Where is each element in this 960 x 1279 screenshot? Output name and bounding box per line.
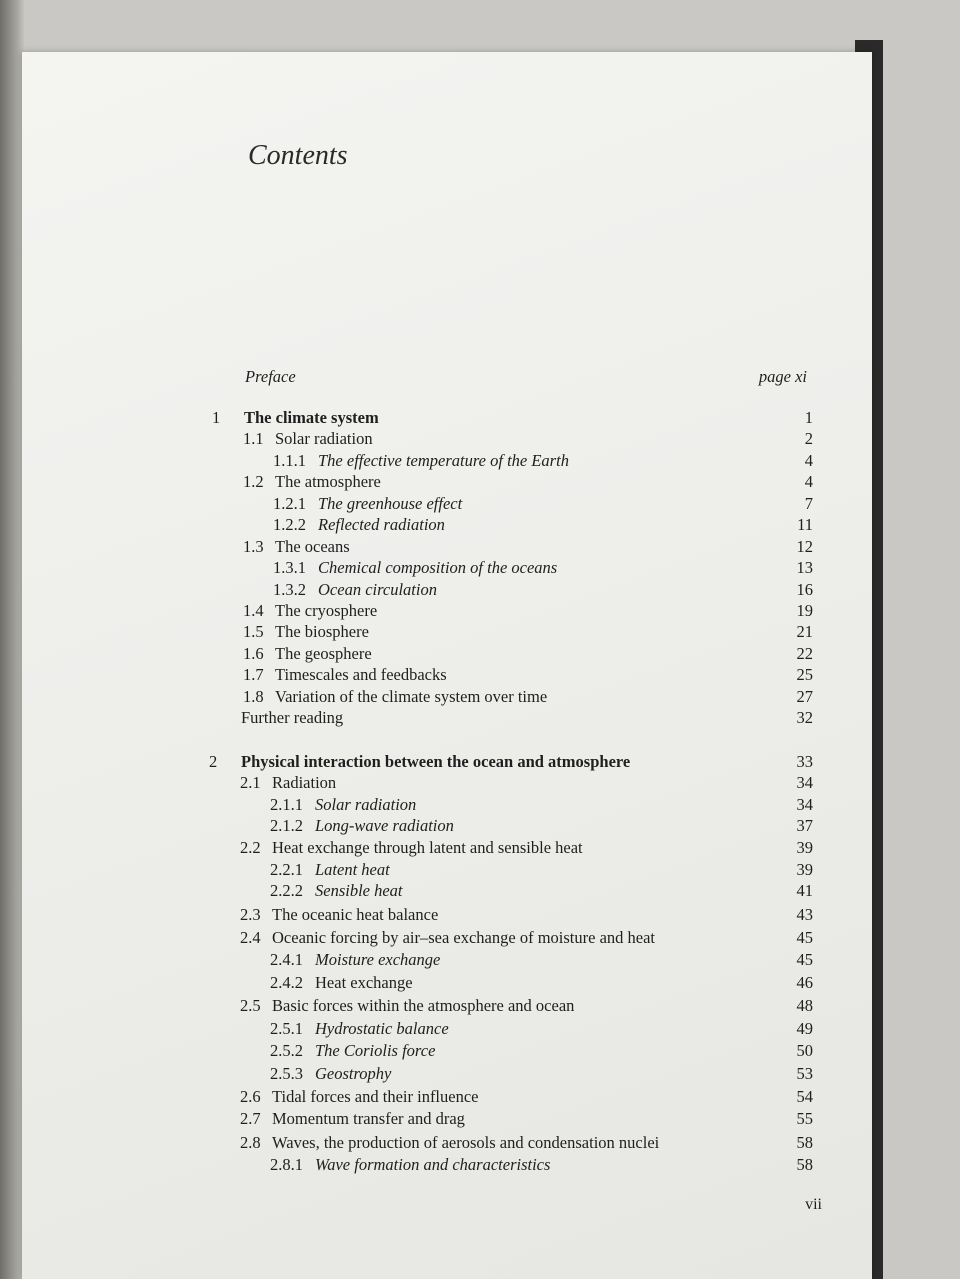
toc-entry-title: The Coriolis force (315, 1041, 436, 1060)
toc-entry-title: Radiation (272, 773, 337, 792)
toc-entry-title: Solar radiation (315, 795, 417, 814)
toc-entry-page-number: 27 (796, 687, 813, 706)
toc-entry-number: 1.3.2 (273, 580, 306, 599)
toc-entry-title: Ocean circulation (318, 580, 437, 599)
toc-entry (0, 815, 960, 837)
page-title: Contents (248, 140, 348, 171)
toc-entry (0, 1040, 960, 1062)
toc-entry-page-number: 16 (796, 580, 813, 599)
toc-entry-title: The geosphere (275, 644, 372, 663)
toc-entry-title: Preface (245, 367, 296, 386)
toc-entry-page-number: 50 (796, 1041, 813, 1060)
toc-entry-number: 1.3.1 (273, 558, 306, 577)
toc-entry (0, 1018, 960, 1040)
toc-entry (0, 927, 960, 949)
toc-entry (0, 995, 960, 1017)
toc-entry-title: Chemical composition of the oceans (318, 558, 558, 577)
toc-entry (0, 621, 960, 643)
toc-entry-number: 2.5.2 (270, 1041, 303, 1060)
toc-entry (0, 904, 960, 926)
toc-entry-page-number: 58 (796, 1155, 813, 1174)
toc-entry (0, 450, 960, 472)
toc-entry-page-number: 4 (804, 451, 813, 470)
toc-entry (0, 536, 960, 558)
toc-entry (0, 557, 960, 579)
toc-entry-number: 1 (212, 408, 221, 427)
toc-entry-page-number: 43 (796, 905, 813, 924)
toc-entry (0, 1108, 960, 1130)
toc-entry (0, 407, 960, 429)
toc-entry-title: The biosphere (275, 622, 369, 641)
toc-entry-number: 2.2.1 (270, 860, 303, 879)
toc-entry-number: 2.4.1 (270, 950, 303, 969)
toc-entry (0, 837, 960, 859)
toc-entry (0, 1086, 960, 1108)
toc-entry (0, 859, 960, 881)
toc-entry-page-number: 53 (796, 1064, 813, 1083)
toc-entry-number: 2.4 (240, 928, 261, 947)
toc-entry-page-number: 4 (804, 472, 813, 491)
toc-entry-number: 2.7 (240, 1109, 261, 1128)
toc-entry (0, 643, 960, 665)
toc-entry-number: 1.3 (243, 537, 264, 556)
page-folio: vii (805, 1196, 822, 1213)
toc-entry-title: The oceanic heat balance (272, 905, 439, 924)
toc-entry-title: Heat exchange through latent and sensible heat (272, 838, 583, 857)
toc-entry-number: 1.4 (243, 601, 264, 620)
toc-entry (0, 514, 960, 536)
toc-entry-title: Long-wave radiation (315, 816, 454, 835)
toc-entry-number: 2.3 (240, 905, 261, 924)
toc-entry-page-number: page xi (758, 367, 807, 386)
toc-entry-title: Hydrostatic balance (315, 1019, 449, 1038)
toc-entry (0, 972, 960, 994)
toc-entry-page-number: 49 (796, 1019, 813, 1038)
toc-entry-page-number: 11 (797, 515, 813, 534)
toc-entry-title: The climate system (244, 408, 379, 427)
toc-entry-number: 1.1 (243, 429, 264, 448)
toc-entry (0, 600, 960, 622)
toc-entry-page-number: 1 (804, 408, 813, 427)
toc-entry-page-number: 39 (796, 860, 813, 879)
toc-entry-title: The oceans (275, 537, 350, 556)
toc-entry-page-number: 39 (796, 838, 813, 857)
toc-entry-number: 2.1.1 (270, 795, 303, 814)
toc-entry-page-number: 37 (796, 816, 813, 835)
toc-entry-page-number: 58 (796, 1133, 813, 1152)
toc-entry-number: 2.5.1 (270, 1019, 303, 1038)
toc-entry-title: Variation of the climate system over time (275, 687, 548, 706)
toc-entry-page-number: 21 (796, 622, 813, 641)
toc-entry (0, 949, 960, 971)
toc-entry (0, 794, 960, 816)
toc-entry-page-number: 33 (796, 752, 813, 771)
toc-entry-number: 2.5.3 (270, 1064, 303, 1083)
toc-entry-number: 2.4.2 (270, 973, 303, 992)
toc-entry-page-number: 41 (796, 881, 813, 900)
toc-entry-page-number: 45 (796, 950, 813, 969)
toc-entry-title: Solar radiation (275, 429, 373, 448)
toc-entry-title: Momentum transfer and drag (272, 1109, 465, 1128)
toc-entry-title: Sensible heat (315, 881, 403, 900)
toc-entry (0, 579, 960, 601)
toc-entry-title: Oceanic forcing by air–sea exchange of moisture and heat (272, 928, 655, 947)
toc-entry-page-number: 45 (796, 928, 813, 947)
toc-entry-page-number: 12 (796, 537, 813, 556)
toc-entry-title: Waves, the production of aerosols and condensation nuclei (272, 1133, 660, 1152)
toc-entry (0, 686, 960, 708)
toc-entry-page-number: 22 (796, 644, 813, 663)
toc-entry-page-number: 19 (796, 601, 813, 620)
toc-entry-number: 2.6 (240, 1087, 261, 1106)
toc-entry-number: 2.1 (240, 773, 261, 792)
toc-entry-title: Reflected radiation (318, 515, 445, 534)
toc-entry-title: Timescales and feedbacks (275, 665, 447, 684)
toc-entry-title: The effective temperature of the Earth (318, 451, 569, 470)
toc-entry-page-number: 7 (804, 494, 813, 513)
toc-entry-title: Wave formation and characteristics (315, 1155, 551, 1174)
toc-entry-number: 1.7 (243, 665, 264, 684)
toc-entry (0, 751, 960, 773)
toc-entry-number: 1.2.2 (273, 515, 306, 534)
toc-entry-page-number: 46 (796, 973, 813, 992)
toc-entry-page-number: 25 (796, 665, 813, 684)
toc-entry-page-number: 2 (804, 429, 813, 448)
toc-entry (0, 1154, 960, 1176)
toc-entry-number: 1.8 (243, 687, 264, 706)
toc-entry (0, 428, 960, 450)
toc-entry-number: 2.5 (240, 996, 261, 1015)
toc-entry-number: 1.1.1 (273, 451, 306, 470)
toc-entry-page-number: 32 (796, 708, 813, 727)
toc-entry-title: Tidal forces and their influence (272, 1087, 479, 1106)
toc-entry-title: Heat exchange (315, 973, 413, 992)
toc-entry-number: 1.5 (243, 622, 264, 641)
toc-entry (0, 772, 960, 794)
toc-entry-page-number: 34 (796, 773, 813, 792)
toc-entry-page-number: 54 (796, 1087, 813, 1106)
toc-entry-title: The greenhouse effect (318, 494, 463, 513)
toc-entry (0, 471, 960, 493)
toc-entry (0, 707, 960, 729)
toc-entry-number: 2.1.2 (270, 816, 303, 835)
toc-entry (0, 1132, 960, 1154)
toc-entry-page-number: 34 (796, 795, 813, 814)
toc-entry-title: Further reading (241, 708, 344, 727)
toc-entry-page-number: 13 (796, 558, 813, 577)
toc-entry-number: 2.2.2 (270, 881, 303, 900)
toc-entry (0, 1063, 960, 1085)
toc-entry-title: Basic forces within the atmosphere and ocean (272, 996, 575, 1015)
toc-entry-title: The atmosphere (275, 472, 381, 491)
toc-entry-page-number: 55 (796, 1109, 813, 1128)
toc-entry-title: Geostrophy (315, 1064, 392, 1083)
toc-entry (0, 493, 960, 515)
toc-entry-number: 2 (209, 752, 218, 771)
toc-entry-number: 1.6 (243, 644, 264, 663)
toc-entry-number: 1.2.1 (273, 494, 306, 513)
toc-entry-number: 1.2 (243, 472, 264, 491)
toc-entry-number: 2.2 (240, 838, 261, 857)
toc-entry-number: 2.8.1 (270, 1155, 303, 1174)
toc-entry-number: 2.8 (240, 1133, 261, 1152)
toc-entry-title: The cryosphere (275, 601, 378, 620)
toc-entry-title: Latent heat (315, 860, 390, 879)
toc-entry (0, 366, 960, 388)
toc-entry-page-number: 48 (796, 996, 813, 1015)
toc-entry (0, 664, 960, 686)
toc-entry-title: Moisture exchange (315, 950, 441, 969)
toc-entry (0, 880, 960, 902)
toc-entry-title: Physical interaction between the ocean and atmosphere (241, 752, 631, 771)
